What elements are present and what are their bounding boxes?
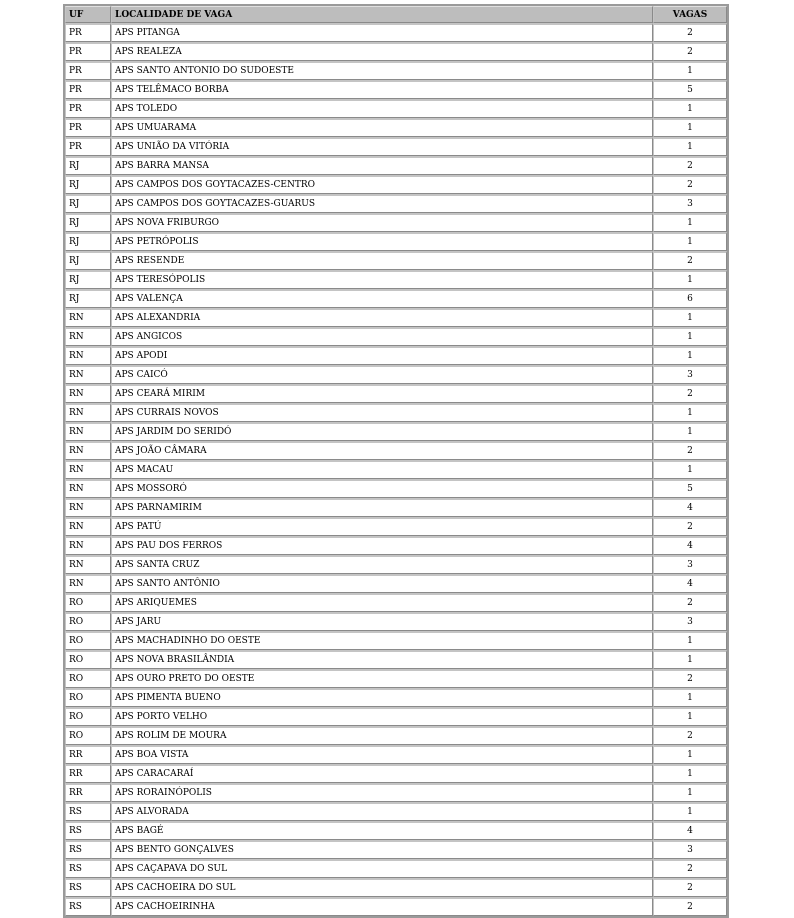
cell-localidade: APS MACHADINHO DO OESTE bbox=[111, 631, 653, 650]
cell-uf: RR bbox=[65, 745, 111, 764]
cell-vagas: 1 bbox=[653, 118, 727, 137]
cell-vagas: 3 bbox=[653, 840, 727, 859]
cell-localidade: APS SANTO ANTONIO DO SUDOESTE bbox=[111, 61, 653, 80]
cell-localidade: APS CAÇAPAVA DO SUL bbox=[111, 859, 653, 878]
table-row bbox=[65, 745, 727, 764]
header-localidade: LOCALIDADE DE VAGA bbox=[111, 6, 653, 23]
table-row bbox=[65, 593, 727, 612]
cell-uf: RJ bbox=[65, 232, 111, 251]
cell-vagas: 1 bbox=[653, 631, 727, 650]
cell-localidade: APS CAMPOS DOS GOYTACAZES-CENTRO bbox=[111, 175, 653, 194]
cell-uf: RO bbox=[65, 707, 111, 726]
cell-vagas: 3 bbox=[653, 555, 727, 574]
table-body bbox=[65, 23, 727, 916]
cell-uf: RS bbox=[65, 859, 111, 878]
table-row bbox=[65, 859, 727, 878]
cell-vagas: 2 bbox=[653, 517, 727, 536]
table-row bbox=[65, 156, 727, 175]
cell-vagas: 3 bbox=[653, 194, 727, 213]
cell-vagas: 1 bbox=[653, 327, 727, 346]
cell-localidade: APS MACAU bbox=[111, 460, 653, 479]
table-row bbox=[65, 251, 727, 270]
cell-vagas: 2 bbox=[653, 878, 727, 897]
cell-vagas: 5 bbox=[653, 479, 727, 498]
header-uf: UF bbox=[65, 6, 111, 23]
cell-localidade: APS NOVA FRIBURGO bbox=[111, 213, 653, 232]
table-row bbox=[65, 783, 727, 802]
cell-localidade: APS PATÚ bbox=[111, 517, 653, 536]
cell-vagas: 1 bbox=[653, 422, 727, 441]
table-row bbox=[65, 441, 727, 460]
cell-vagas: 2 bbox=[653, 593, 727, 612]
cell-vagas: 1 bbox=[653, 61, 727, 80]
table-row bbox=[65, 213, 727, 232]
cell-uf: PR bbox=[65, 61, 111, 80]
cell-vagas: 5 bbox=[653, 80, 727, 99]
table-row bbox=[65, 479, 727, 498]
cell-localidade: APS TERESÓPOLIS bbox=[111, 270, 653, 289]
table-row bbox=[65, 99, 727, 118]
cell-uf: RN bbox=[65, 384, 111, 403]
table-row bbox=[65, 802, 727, 821]
table-row bbox=[65, 384, 727, 403]
cell-vagas: 1 bbox=[653, 688, 727, 707]
cell-uf: RJ bbox=[65, 270, 111, 289]
table-row bbox=[65, 536, 727, 555]
cell-uf: RS bbox=[65, 840, 111, 859]
cell-localidade: APS PITANGA bbox=[111, 23, 653, 42]
cell-vagas: 2 bbox=[653, 42, 727, 61]
vacancies-table bbox=[63, 4, 729, 918]
cell-localidade: APS BOA VISTA bbox=[111, 745, 653, 764]
cell-uf: RR bbox=[65, 764, 111, 783]
cell-localidade: APS PARNAMIRIM bbox=[111, 498, 653, 517]
cell-uf: PR bbox=[65, 99, 111, 118]
table-row bbox=[65, 327, 727, 346]
table-row bbox=[65, 118, 727, 137]
table-row bbox=[65, 194, 727, 213]
cell-localidade: APS NOVA BRASILÂNDIA bbox=[111, 650, 653, 669]
cell-localidade: APS ARIQUEMES bbox=[111, 593, 653, 612]
table-row bbox=[65, 631, 727, 650]
cell-localidade: APS REALEZA bbox=[111, 42, 653, 61]
cell-uf: RN bbox=[65, 422, 111, 441]
cell-localidade: APS MOSSORÓ bbox=[111, 479, 653, 498]
cell-uf: RN bbox=[65, 555, 111, 574]
cell-localidade: APS ROLIM DE MOURA bbox=[111, 726, 653, 745]
cell-localidade: APS APODI bbox=[111, 346, 653, 365]
table-row bbox=[65, 669, 727, 688]
cell-localidade: APS JARDIM DO SERIDÓ bbox=[111, 422, 653, 441]
table-row bbox=[65, 707, 727, 726]
table-row bbox=[65, 23, 727, 42]
table-row bbox=[65, 726, 727, 745]
cell-vagas: 1 bbox=[653, 346, 727, 365]
cell-localidade: APS CURRAIS NOVOS bbox=[111, 403, 653, 422]
table-row bbox=[65, 840, 727, 859]
cell-uf: RJ bbox=[65, 289, 111, 308]
cell-vagas: 4 bbox=[653, 498, 727, 517]
table-row bbox=[65, 498, 727, 517]
cell-localidade: APS PAU DOS FERROS bbox=[111, 536, 653, 555]
table-header-row bbox=[65, 6, 727, 23]
table-row bbox=[65, 764, 727, 783]
cell-vagas: 1 bbox=[653, 460, 727, 479]
cell-uf: PR bbox=[65, 137, 111, 156]
cell-vagas: 2 bbox=[653, 726, 727, 745]
cell-uf: RN bbox=[65, 479, 111, 498]
cell-uf: RS bbox=[65, 802, 111, 821]
table-row bbox=[65, 403, 727, 422]
cell-localidade: APS BARRA MANSA bbox=[111, 156, 653, 175]
cell-uf: RJ bbox=[65, 251, 111, 270]
cell-vagas: 2 bbox=[653, 23, 727, 42]
table-row bbox=[65, 175, 727, 194]
cell-localidade: APS PETRÓPOLIS bbox=[111, 232, 653, 251]
cell-vagas: 1 bbox=[653, 745, 727, 764]
table-row bbox=[65, 346, 727, 365]
cell-vagas: 1 bbox=[653, 308, 727, 327]
cell-localidade: APS JARU bbox=[111, 612, 653, 631]
cell-localidade: APS BAGÉ bbox=[111, 821, 653, 840]
cell-vagas: 2 bbox=[653, 175, 727, 194]
cell-uf: RO bbox=[65, 631, 111, 650]
cell-uf: RN bbox=[65, 441, 111, 460]
table-row bbox=[65, 555, 727, 574]
cell-vagas: 6 bbox=[653, 289, 727, 308]
cell-uf: RJ bbox=[65, 156, 111, 175]
cell-vagas: 1 bbox=[653, 137, 727, 156]
cell-localidade: APS CARACARAÍ bbox=[111, 764, 653, 783]
cell-localidade: APS UNIÃO DA VITÓRIA bbox=[111, 137, 653, 156]
cell-uf: PR bbox=[65, 80, 111, 99]
cell-localidade: APS JOÃO CÂMARA bbox=[111, 441, 653, 460]
cell-vagas: 4 bbox=[653, 574, 727, 593]
table-row bbox=[65, 137, 727, 156]
cell-uf: PR bbox=[65, 23, 111, 42]
cell-vagas: 2 bbox=[653, 897, 727, 916]
cell-vagas: 1 bbox=[653, 403, 727, 422]
table-row bbox=[65, 878, 727, 897]
cell-localidade: APS PORTO VELHO bbox=[111, 707, 653, 726]
cell-localidade: APS OURO PRETO DO OESTE bbox=[111, 669, 653, 688]
cell-vagas: 1 bbox=[653, 650, 727, 669]
cell-uf: RN bbox=[65, 327, 111, 346]
header-vagas: VAGAS bbox=[653, 6, 727, 23]
cell-localidade: APS PIMENTA BUENO bbox=[111, 688, 653, 707]
table-row bbox=[65, 270, 727, 289]
cell-uf: RR bbox=[65, 783, 111, 802]
cell-uf: PR bbox=[65, 42, 111, 61]
cell-localidade: APS CEARÁ MIRIM bbox=[111, 384, 653, 403]
table-row bbox=[65, 422, 727, 441]
table-row bbox=[65, 612, 727, 631]
cell-localidade: APS RESENDE bbox=[111, 251, 653, 270]
cell-localidade: APS SANTA CRUZ bbox=[111, 555, 653, 574]
table-row bbox=[65, 232, 727, 251]
cell-uf: RO bbox=[65, 612, 111, 631]
table-row bbox=[65, 574, 727, 593]
cell-uf: RN bbox=[65, 308, 111, 327]
cell-vagas: 1 bbox=[653, 232, 727, 251]
cell-uf: RS bbox=[65, 878, 111, 897]
cell-uf: RN bbox=[65, 346, 111, 365]
cell-localidade: APS CAICÓ bbox=[111, 365, 653, 384]
cell-localidade: APS TOLEDO bbox=[111, 99, 653, 118]
cell-vagas: 2 bbox=[653, 859, 727, 878]
table-row bbox=[65, 897, 727, 916]
cell-vagas: 2 bbox=[653, 251, 727, 270]
cell-vagas: 1 bbox=[653, 707, 727, 726]
cell-uf: RN bbox=[65, 536, 111, 555]
table-row bbox=[65, 42, 727, 61]
table-row bbox=[65, 517, 727, 536]
table-row bbox=[65, 650, 727, 669]
cell-localidade: APS SANTO ANTÔNIO bbox=[111, 574, 653, 593]
table-row bbox=[65, 289, 727, 308]
cell-uf: RS bbox=[65, 821, 111, 840]
cell-uf: RN bbox=[65, 365, 111, 384]
cell-vagas: 3 bbox=[653, 365, 727, 384]
cell-uf: RN bbox=[65, 460, 111, 479]
cell-vagas: 2 bbox=[653, 441, 727, 460]
cell-vagas: 4 bbox=[653, 821, 727, 840]
cell-localidade: APS ALVORADA bbox=[111, 802, 653, 821]
cell-vagas: 1 bbox=[653, 783, 727, 802]
cell-uf: RJ bbox=[65, 213, 111, 232]
cell-localidade: APS ANGICOS bbox=[111, 327, 653, 346]
table-row bbox=[65, 80, 727, 99]
cell-uf: RO bbox=[65, 669, 111, 688]
cell-uf: RN bbox=[65, 574, 111, 593]
cell-uf: RN bbox=[65, 403, 111, 422]
cell-uf: RO bbox=[65, 688, 111, 707]
cell-localidade: APS ALEXANDRIA bbox=[111, 308, 653, 327]
cell-uf: RO bbox=[65, 650, 111, 669]
cell-uf: RJ bbox=[65, 194, 111, 213]
cell-uf: RS bbox=[65, 897, 111, 916]
cell-vagas: 1 bbox=[653, 764, 727, 783]
cell-vagas: 1 bbox=[653, 99, 727, 118]
cell-localidade: APS BENTO GONÇALVES bbox=[111, 840, 653, 859]
cell-uf: RN bbox=[65, 498, 111, 517]
cell-uf: RJ bbox=[65, 175, 111, 194]
cell-vagas: 3 bbox=[653, 612, 727, 631]
cell-localidade: APS CACHOEIRINHA bbox=[111, 897, 653, 916]
cell-vagas: 1 bbox=[653, 213, 727, 232]
table-row bbox=[65, 688, 727, 707]
cell-localidade: APS VALENÇA bbox=[111, 289, 653, 308]
cell-vagas: 4 bbox=[653, 536, 727, 555]
table-row bbox=[65, 61, 727, 80]
cell-vagas: 2 bbox=[653, 156, 727, 175]
cell-localidade: APS CACHOEIRA DO SUL bbox=[111, 878, 653, 897]
cell-vagas: 2 bbox=[653, 384, 727, 403]
cell-vagas: 1 bbox=[653, 270, 727, 289]
cell-uf: RO bbox=[65, 593, 111, 612]
table-row bbox=[65, 365, 727, 384]
cell-localidade: APS TELÊMACO BORBA bbox=[111, 80, 653, 99]
cell-localidade: APS UMUARAMA bbox=[111, 118, 653, 137]
table-row bbox=[65, 308, 727, 327]
cell-uf: PR bbox=[65, 118, 111, 137]
cell-vagas: 2 bbox=[653, 669, 727, 688]
cell-uf: RN bbox=[65, 517, 111, 536]
cell-localidade: APS CAMPOS DOS GOYTACAZES-GUARUS bbox=[111, 194, 653, 213]
cell-vagas: 1 bbox=[653, 802, 727, 821]
table-row bbox=[65, 460, 727, 479]
cell-localidade: APS RORAINÓPOLIS bbox=[111, 783, 653, 802]
table-row bbox=[65, 821, 727, 840]
cell-uf: RO bbox=[65, 726, 111, 745]
